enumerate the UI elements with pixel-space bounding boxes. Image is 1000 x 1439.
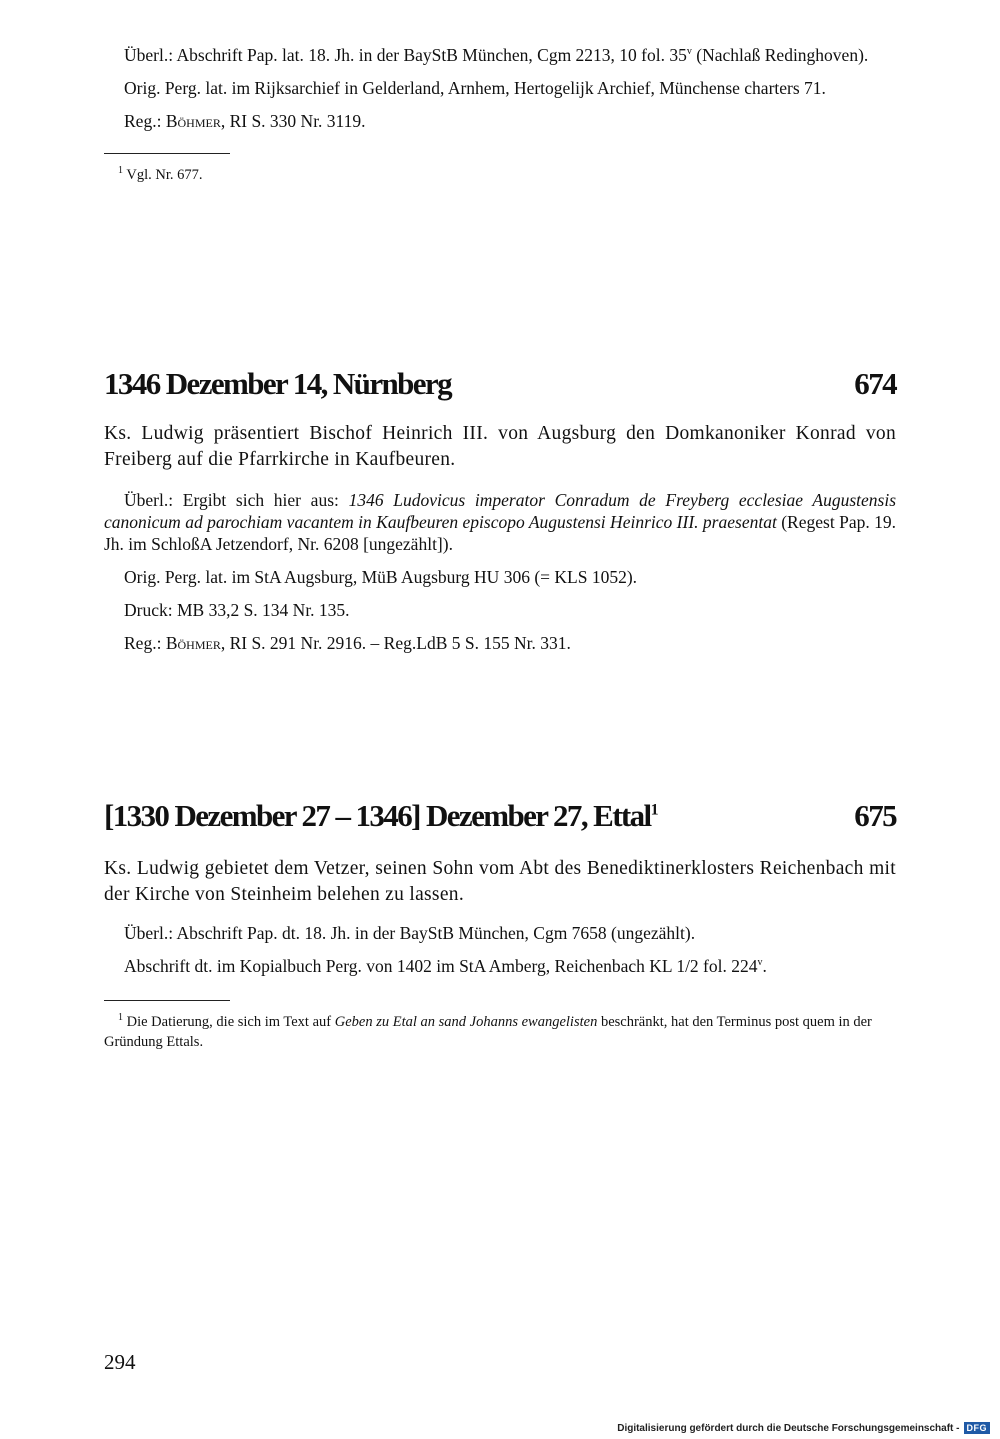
entry-date-place: [1330 Dezember 27 – 1346] Dezember 27, Ettal$^1$ [104, 798, 659, 833]
dfg-logo: DFG [964, 1422, 991, 1434]
entry-heading [104, 798, 896, 834]
dfg-credit [617, 1422, 990, 1434]
original-note: Orig. Perg. lat. im StA Augsburg, MüB Augsburg HU 306 (= KLS 1052). [124, 567, 638, 587]
footnote-rule [104, 153, 230, 154]
previous-entry-tail [104, 44, 896, 185]
entry-674 [104, 366, 896, 654]
entry-heading [104, 366, 896, 402]
entry-number: 675 [854, 798, 896, 833]
footnote: $^1$ Die Datierung, die sich im Text auf Geben zu Etal an sand Johanns ewangelisten beschränkt, hat den Terminus post quem in der Gründung Ettals. [104, 1012, 872, 1050]
page-number: 294 [104, 1350, 136, 1374]
footnote: $^1$ Vgl. Nr. 677. [118, 165, 203, 183]
entry-summary: Ks. Ludwig gebietet dem Vetzer, seinen Sohn vom Abt des Benediktinerklosters Reichenbach mit der Kirche von Steinheim belehen zu lassen. [104, 858, 896, 905]
entry-675 [104, 798, 896, 1052]
abschrift-note: Abschrift dt. im Kopialbuch Perg. von 1402 im StA Amberg, Reichenbach KL 1/2 fol. 224$^v$. [124, 956, 767, 976]
footnote-rule [104, 1000, 230, 1001]
druck-note: Druck: MB 33,2 S. 134 Nr. 135. [124, 600, 350, 620]
ueberlieferung-note: Überl.: Abschrift Pap. dt. 18. Jh. in der BayStB München, Cgm 7658 (ungezählt). [124, 923, 696, 943]
ueberlieferung-note: Überl.: Ergibt sich hier aus: 1346 Ludovicus imperator Conradum de Freyberg ecclesiae Augustensis canonicum ad parochiam vacantem in Kaufbeuren episcopo Augustensi Heinrico III. praesentat (Regest Pap. 19. Jh. im SchloßA Jetzendorf, Nr. 6208 [ungezählt]). [104, 490, 897, 554]
entry-date-place: 1346 Dezember 14, Nürnberg [104, 366, 451, 401]
dfg-credit-text: Digitalisierung gefördert durch die Deutsche Forschungsgemeinschaft - [617, 1422, 960, 1434]
entry-summary: Ks. Ludwig präsentiert Bischof Heinrich III. von Augsburg den Domkanoniker Konrad von Freiberg auf die Pfarrkirche in Kaufbeuren. [104, 423, 896, 470]
regest-note: Reg.: Böhmer, RI S. 330 Nr. 3119. [124, 111, 366, 131]
original-note: Orig. Perg. lat. im Rijksarchief in Gelderland, Arnhem, Hertogelijk Archief, Münchense charters 71. [124, 78, 826, 98]
ueberlieferung-note: Überl.: Abschrift Pap. lat. 18. Jh. in der BayStB München, Cgm 2213, 10 fol. 35$^v$ (Nachlaß Redinghoven). [124, 45, 869, 65]
entry-number: 674 [854, 366, 896, 401]
regest-note: Reg.: Böhmer, RI S. 291 Nr. 2916. – Reg.LdB 5 S. 155 Nr. 331. [124, 633, 571, 653]
